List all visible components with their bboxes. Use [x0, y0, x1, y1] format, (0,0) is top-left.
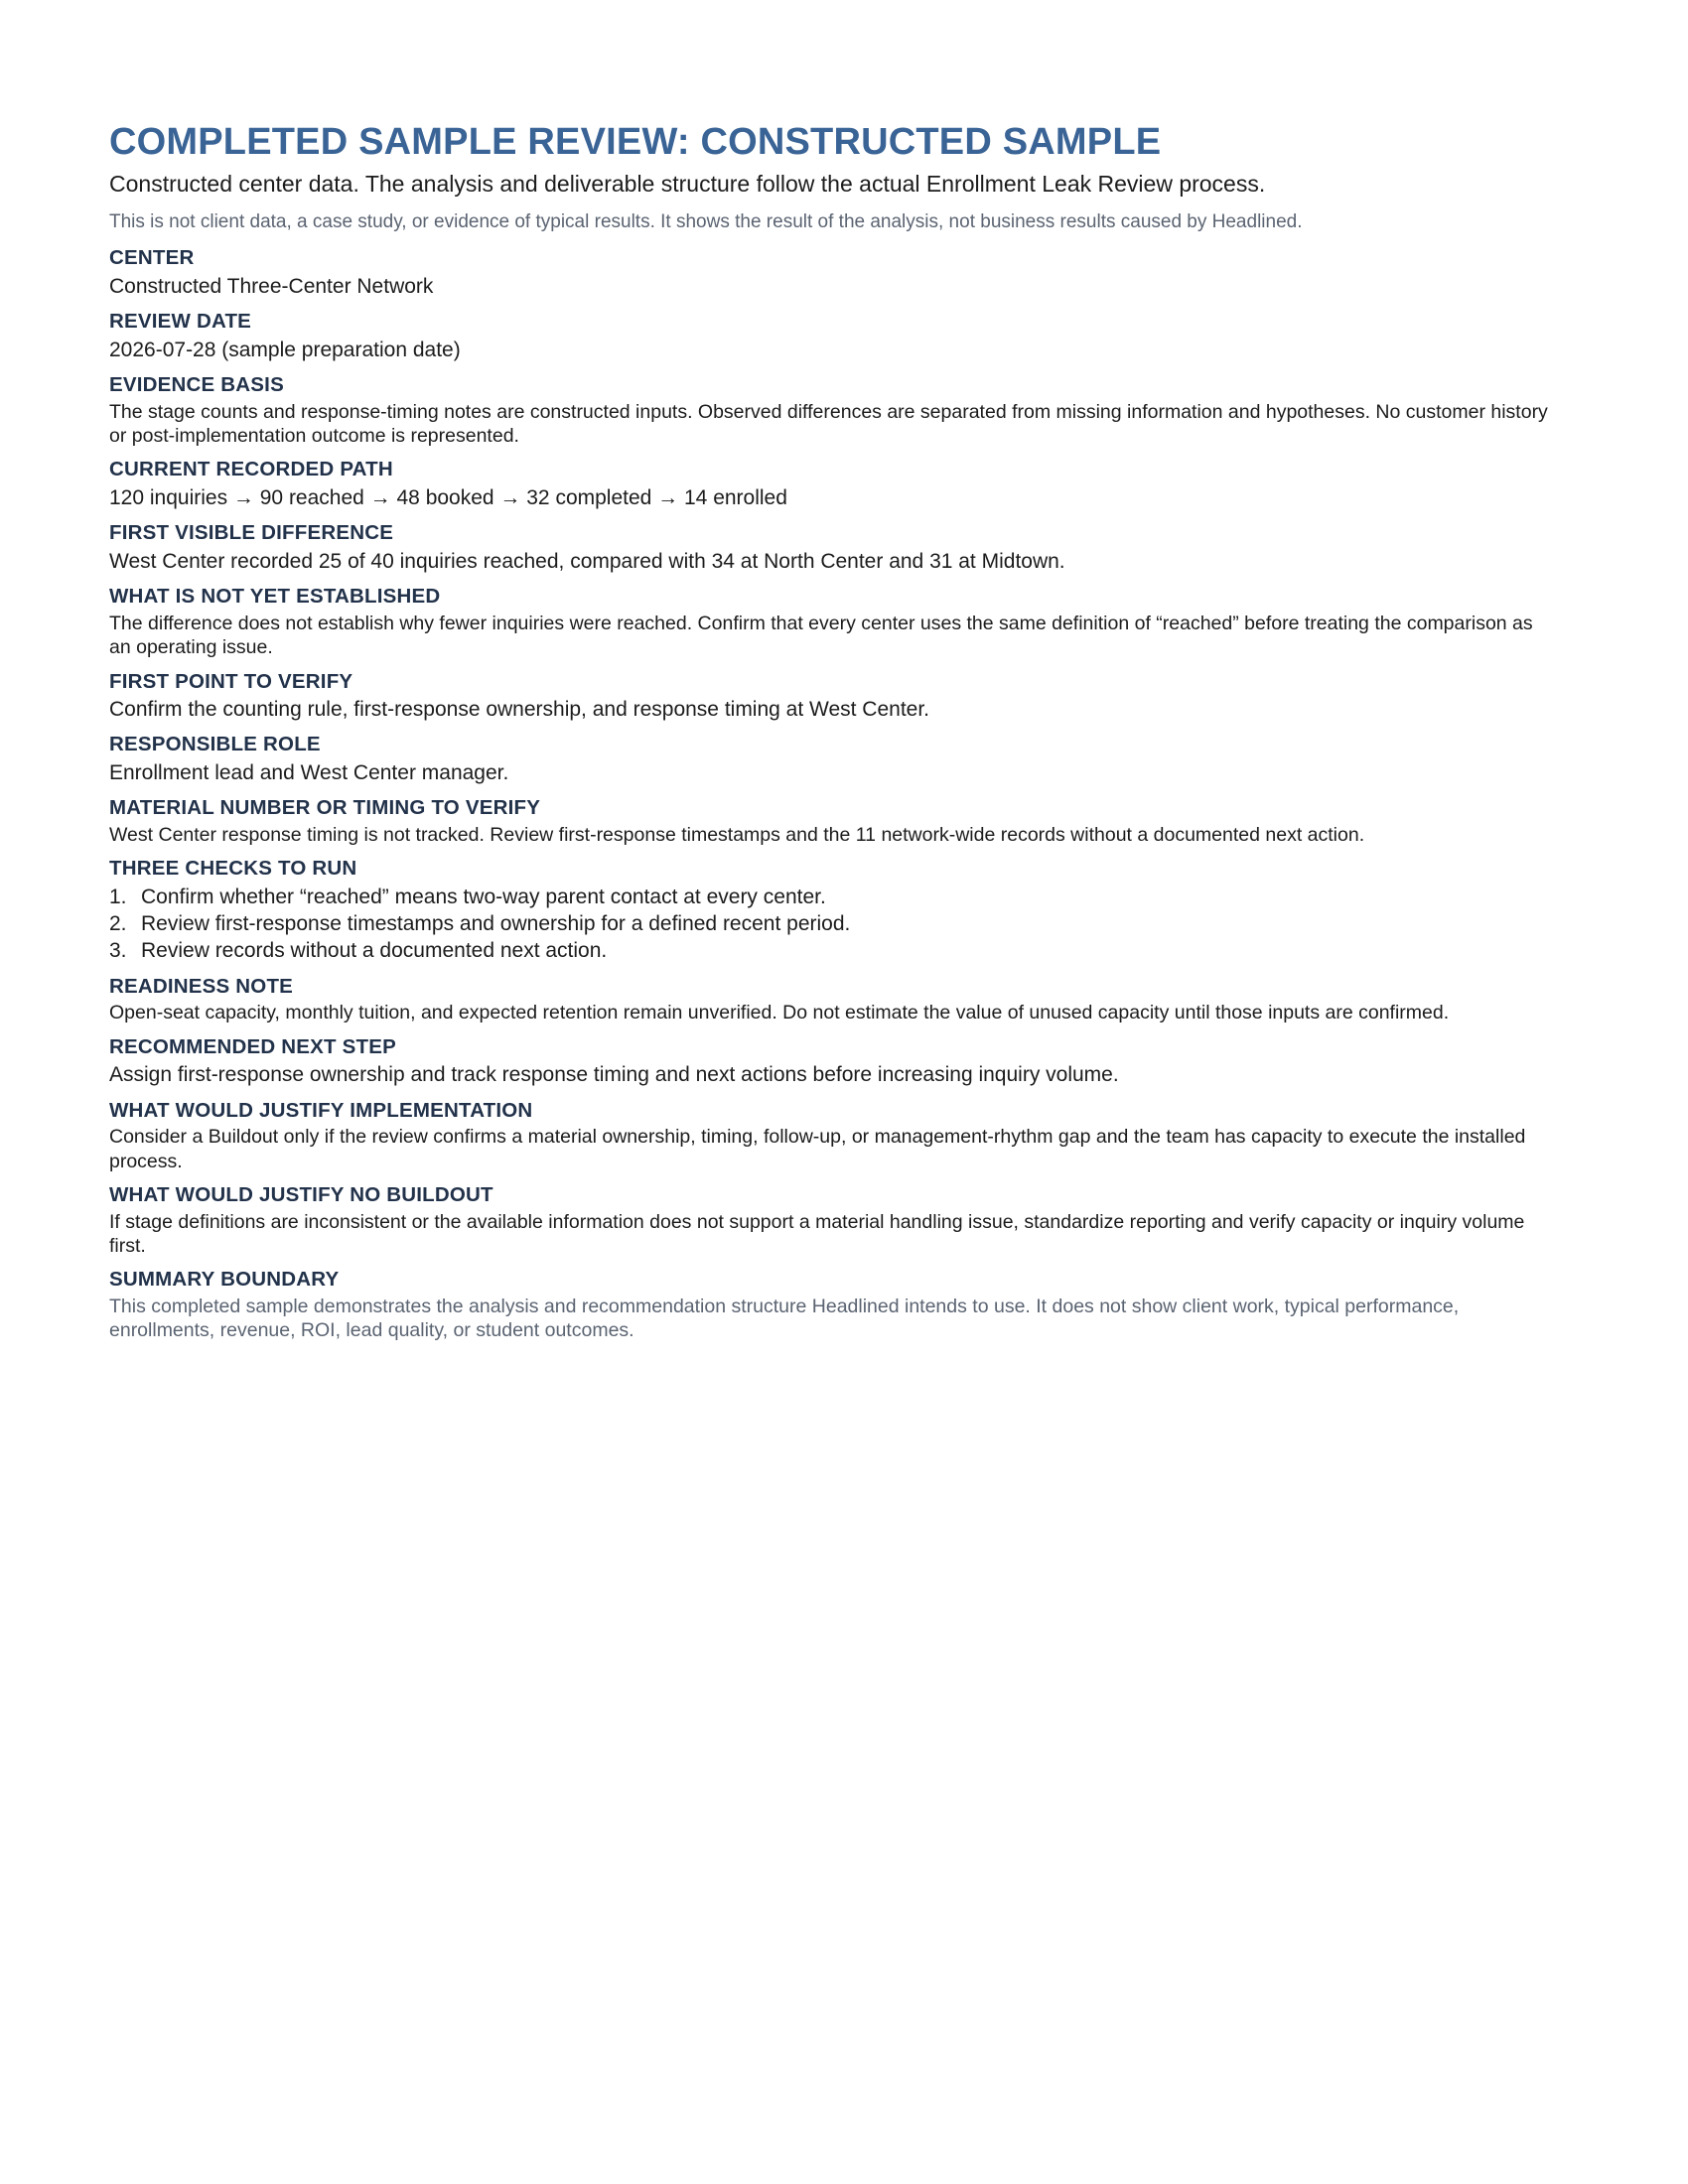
list-item-number: 3.	[109, 939, 127, 963]
section-value: Constructed Three-Center Network	[109, 274, 434, 298]
section-label: READINESS NOTE	[109, 974, 294, 998]
disclaimer-text: This is not client data, a case study, or evidence of typical results. It shows the result of the analysis, not business results caused by Headlined.	[109, 210, 1303, 232]
section-three-checks	[109, 857, 1559, 964]
section-label: CURRENT RECORDED PATH	[109, 458, 393, 481]
list-item-text: Review first-response timestamps and ownership for a defined recent period.	[141, 912, 851, 936]
section-label: WHAT WOULD JUSTIFY IMPLEMENTATION	[109, 1098, 533, 1122]
section-value: Assign first-response ownership and track response timing and next actions before increasing inquiry volume.	[109, 1063, 1119, 1087]
section-center	[109, 246, 1559, 300]
page-subtitle: Constructed center data. The analysis and deliverable structure follow the actual Enrollment Leak Review process.	[109, 170, 1266, 197]
section-value: The stage counts and response-timing notes are constructed inputs. Observed differences are separated from missing information and hypotheses. No customer history or post-implementation outcome is represented.	[109, 400, 1548, 448]
section-summary-boundary	[109, 1268, 1559, 1342]
section-label: WHAT WOULD JUSTIFY NO BUILDOUT	[109, 1182, 493, 1206]
section-justify-implementation	[109, 1099, 1559, 1173]
section-value: If stage definitions are inconsistent or the available information does not support a material handling issue, standardize reporting and verify capacity or inquiry volume first.	[109, 1210, 1525, 1257]
document-page	[109, 120, 1559, 1343]
section-readiness-note	[109, 975, 1559, 1025]
section-responsible-role	[109, 733, 1559, 786]
section-label: RECOMMENDED NEXT STEP	[109, 1034, 396, 1058]
section-label: WHAT IS NOT YET ESTABLISHED	[109, 585, 441, 609]
section-label: THREE CHECKS TO RUN	[109, 857, 357, 881]
list-item-number: 1.	[109, 885, 127, 908]
section-current-path	[109, 458, 1559, 511]
section-label: MATERIAL NUMBER OR TIMING TO VERIFY	[109, 796, 541, 820]
page-title: COMPLETED SAMPLE REVIEW: CONSTRUCTED SAMPLE	[109, 121, 1162, 163]
section-label: CENTER	[109, 246, 195, 270]
section-value: Enrollment lead and West Center manager.	[109, 761, 509, 785]
list-item-number: 2.	[109, 912, 127, 936]
section-review-date	[109, 310, 1559, 363]
list-item	[109, 937, 1559, 964]
section-label: REVIEW DATE	[109, 310, 252, 334]
section-label: FIRST VISIBLE DIFFERENCE	[109, 521, 394, 545]
section-value: Confirm the counting rule, first-response ownership, and response timing at West Center.	[109, 698, 930, 722]
section-value: 2026-07-28 (sample preparation date)	[109, 338, 461, 361]
list-item-text: Review records without a documented next action.	[141, 939, 608, 963]
section-first-point	[109, 670, 1559, 724]
section-material-number	[109, 796, 1559, 847]
list-item-text: Confirm whether “reached” means two-way parent contact at every center.	[141, 885, 826, 908]
list-item	[109, 884, 1559, 910]
section-label: FIRST POINT TO VERIFY	[109, 669, 353, 693]
section-value: 120 inquiries → 90 reached → 48 booked → 32 completed → 14 enrolled	[109, 486, 787, 509]
section-value: Consider a Buildout only if the review confirms a material ownership, timing, follow-up, or management-rhythm gap and the team has capacity to execute the installed process.	[109, 1126, 1526, 1172]
section-value: West Center response timing is not tracked. Review first-response timestamps and the 11 network-wide records without a documented next action.	[109, 823, 1365, 846]
list-item	[109, 910, 1559, 937]
section-next-step	[109, 1035, 1559, 1089]
section-value: The difference does not establish why fewer inquiries were reached. Confirm that every center uses the same definition of “reached” before treating the comparison as an operating issue.	[109, 612, 1533, 659]
section-first-difference	[109, 521, 1559, 575]
section-value: Open-seat capacity, monthly tuition, and expected retention remain unverified. Do not estimate the value of unused capacity until those inputs are confirmed.	[109, 1002, 1450, 1024]
checks-list	[109, 884, 1559, 965]
section-evidence-basis	[109, 373, 1559, 448]
section-value: West Center recorded 25 of 40 inquiries reached, compared with 34 at North Center and 31 at Midtown.	[109, 549, 1065, 573]
section-not-established	[109, 585, 1559, 659]
section-label: RESPONSIBLE ROLE	[109, 733, 321, 756]
section-justify-no-buildout	[109, 1183, 1559, 1258]
section-label: SUMMARY BOUNDARY	[109, 1268, 340, 1292]
section-value: This completed sample demonstrates the analysis and recommendation structure Headlined intends to use. It does not show client work, typical performance, enrollments, revenue, ROI, lead quality, or student outcomes.	[109, 1295, 1460, 1342]
section-label: EVIDENCE BASIS	[109, 373, 284, 397]
